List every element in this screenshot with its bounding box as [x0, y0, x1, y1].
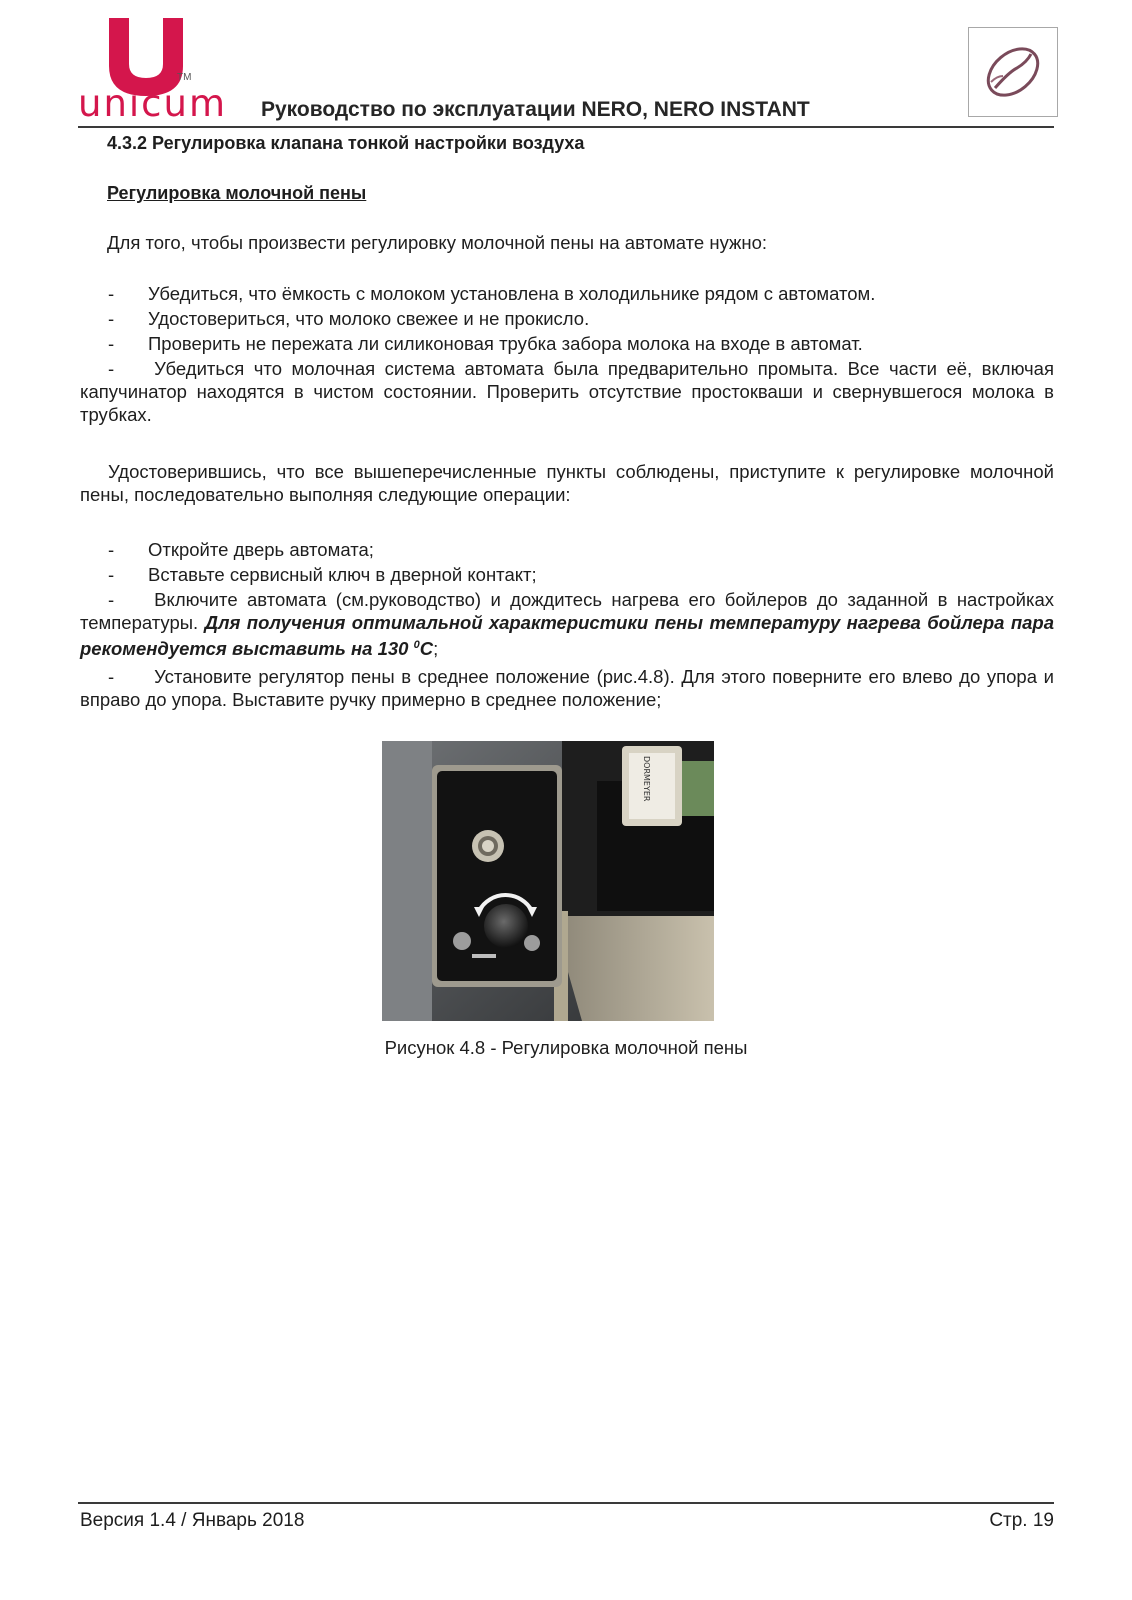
step-text: Вставьте сервисный ключ в дверной контакт;: [148, 564, 537, 585]
list-item-text: Проверить не пережата ли силиконовая трубка забора молока на входе в автомат.: [148, 333, 863, 354]
step-text: Откройте дверь автомата;: [148, 539, 374, 560]
figure-caption: Рисунок 4.8 - Регулировка молочной пены: [384, 1037, 748, 1058]
step-text: Установите регулятор пены в среднее положение (рис.4.8). Для этого поверните его влево до упора и вправо до упора. Выставите ручку примерно в среднее положение;: [80, 666, 1054, 710]
bullet-dash: -: [108, 564, 115, 585]
temperature-unit: С: [419, 638, 434, 660]
bullet-dash: -: [108, 358, 115, 379]
document-title: Руководство по эксплуатации NERO, NERO INSTANT: [261, 98, 810, 121]
summary-text: Удостоверившись, что все вышеперечисленные пункты соблюдены, приступите к регулировке молочной пены, последовательно выполняя следующие операции:: [80, 461, 1054, 505]
list-item-text: Убедиться что молочная система автомата была предварительно промыта. Все части её, включая капучинатор находятся в чистом состоянии. Проверить отсутствие простокваши и свернувшегося молока в трубках.: [80, 358, 1054, 425]
degree-mark: 0: [413, 639, 420, 651]
footer-page-number: Стр. 19: [989, 1510, 1054, 1531]
bullet-dash: -: [108, 283, 115, 304]
bullet-dash: -: [108, 333, 115, 354]
foam-regulator-photo: [382, 741, 714, 1021]
bullet-dash: -: [108, 308, 115, 329]
logo-wordmark: unicum: [78, 82, 228, 125]
coffee-bean-icon: [969, 28, 1057, 116]
bullet-dash: -: [108, 666, 115, 687]
step-item-regulator: [80, 665, 1054, 711]
step-emphasis: Для получения оптимальной характеристики пены температуру нагрева бойлера пара рекомендуется выставить на 130: [80, 612, 1055, 660]
bullet-dash: -: [108, 589, 115, 610]
list-item-text: Удостовериться, что молоко свежее и не прокисло.: [148, 308, 590, 329]
list-item-long: [80, 357, 1054, 426]
step-text: Включите автомата (см.руководство) и дождитесь нагрева его бойлеров до заданной в настройках температуры.: [80, 589, 1054, 633]
intro-paragraph: Для того, чтобы произвести регулировку молочной пены на автомате нужно:: [107, 232, 768, 253]
list-item-text: Убедиться, что ёмкость с молоком установлена в холодильнике рядом с автоматом.: [148, 283, 876, 304]
footer-rule: [78, 1502, 1054, 1504]
coffee-bean-badge: [968, 27, 1058, 117]
step-end: ;: [433, 638, 439, 660]
subheading: Регулировка молочной пены: [107, 183, 367, 203]
section-heading: 4.3.2 Регулировка клапана тонкой настройки воздуха: [107, 133, 585, 153]
step-item-heating: [80, 588, 1054, 660]
summary-paragraph: [80, 460, 1054, 506]
figure-photo: [382, 741, 714, 1021]
trademark: TM: [177, 72, 192, 83]
footer-version: Версия 1.4 / Январь 2018: [80, 1510, 305, 1531]
bullet-dash: -: [108, 539, 115, 560]
device-label: DORMEYER: [642, 756, 651, 802]
header-rule: [78, 126, 1054, 128]
